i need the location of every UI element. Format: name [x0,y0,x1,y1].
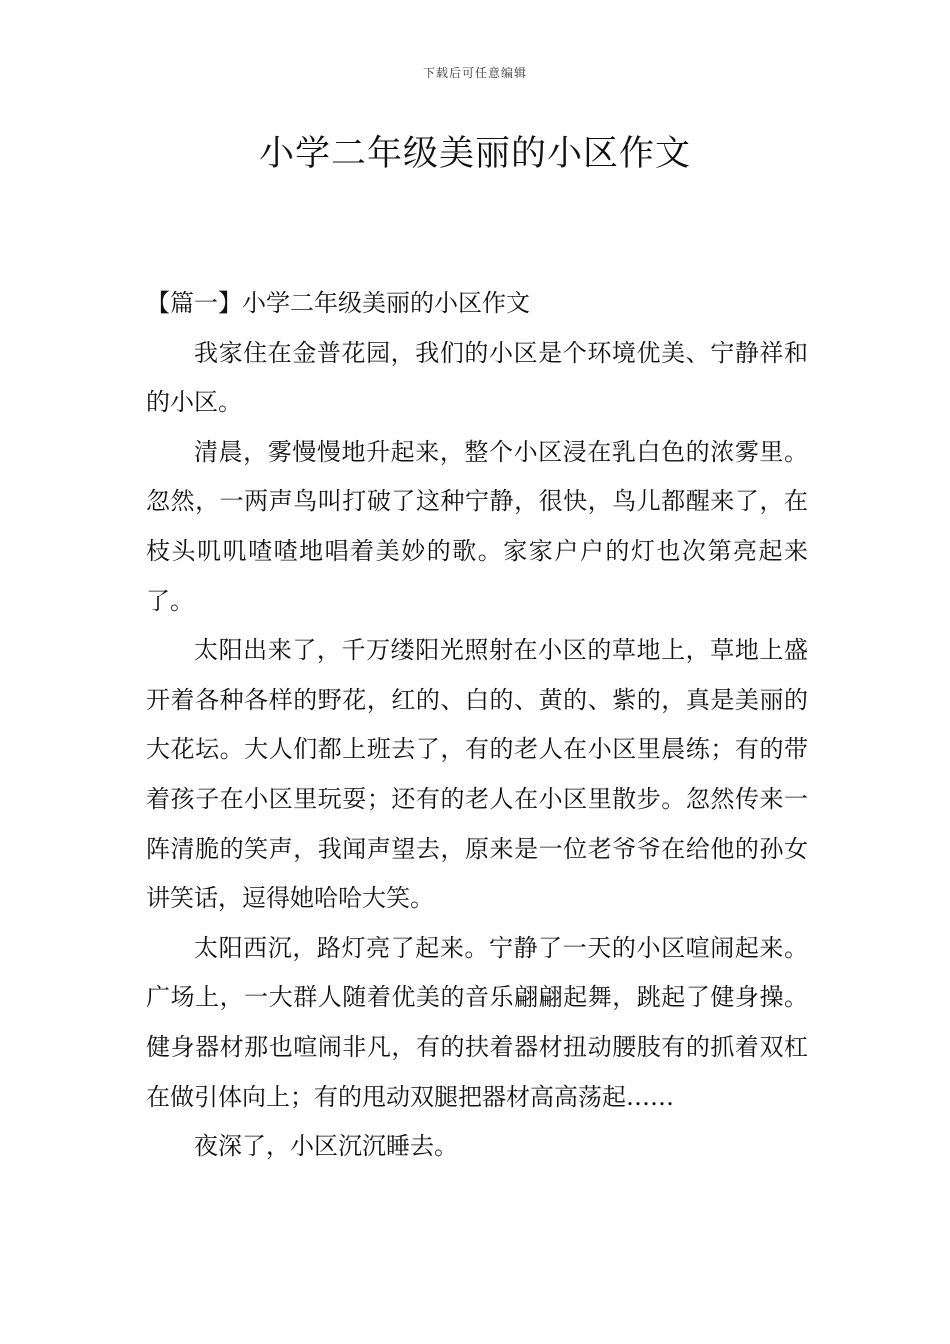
paragraph-evening: 太阳西沉，路灯亮了起来。宁静了一天的小区喧闹起来。广场上，一大群人随着优美的音乐翩翩起舞，跳起了健身操。健身器材那也喧闹非凡，有的扶着器材扭动腰肢有的抓着双杠在做引体向上；有的甩动双腿把器材高高荡起…… [146,933,808,1111]
paragraph-daytime: 太阳出来了，千万缕阳光照射在小区的草地上，草地上盛开着各种各样的野花，红的、白的、黄的、紫的，真是美丽的大花坛。大人们都上班去了，有的老人在小区里晨练；有的带着孩子在小区里玩耍；还有的老人在小区里散步。忽然传来一阵清脆的笑声，我闻声望去，原来是一位老爷爷在给他的孙女讲笑话，逗得她哈哈大笑。 [146,636,808,913]
section-heading: 【篇一】小学二年级美丽的小区作文 [146,289,530,317]
paragraph-intro: 我家住在金普花园，我们的小区是个环境优美、宁静祥和的小区。 [146,338,808,417]
paragraph-night: 夜深了，小区沉沉睡去。 [194,1132,458,1161]
header-note: 下载后可任意编辑 [422,66,527,80]
document-title: 小学二年级美丽的小区作文 [258,134,691,174]
document-body [146,279,808,1172]
paragraph-morning: 清晨，雾慢慢地升起来，整个小区浸在乳白色的浓雾里。忽然，一两声鸟叫打破了这种宁静，很快，鸟儿都醒来了，在枝头叽叽喳喳地唱着美妙的歌。家家户户的灯也次第亮起来了。 [146,437,808,615]
